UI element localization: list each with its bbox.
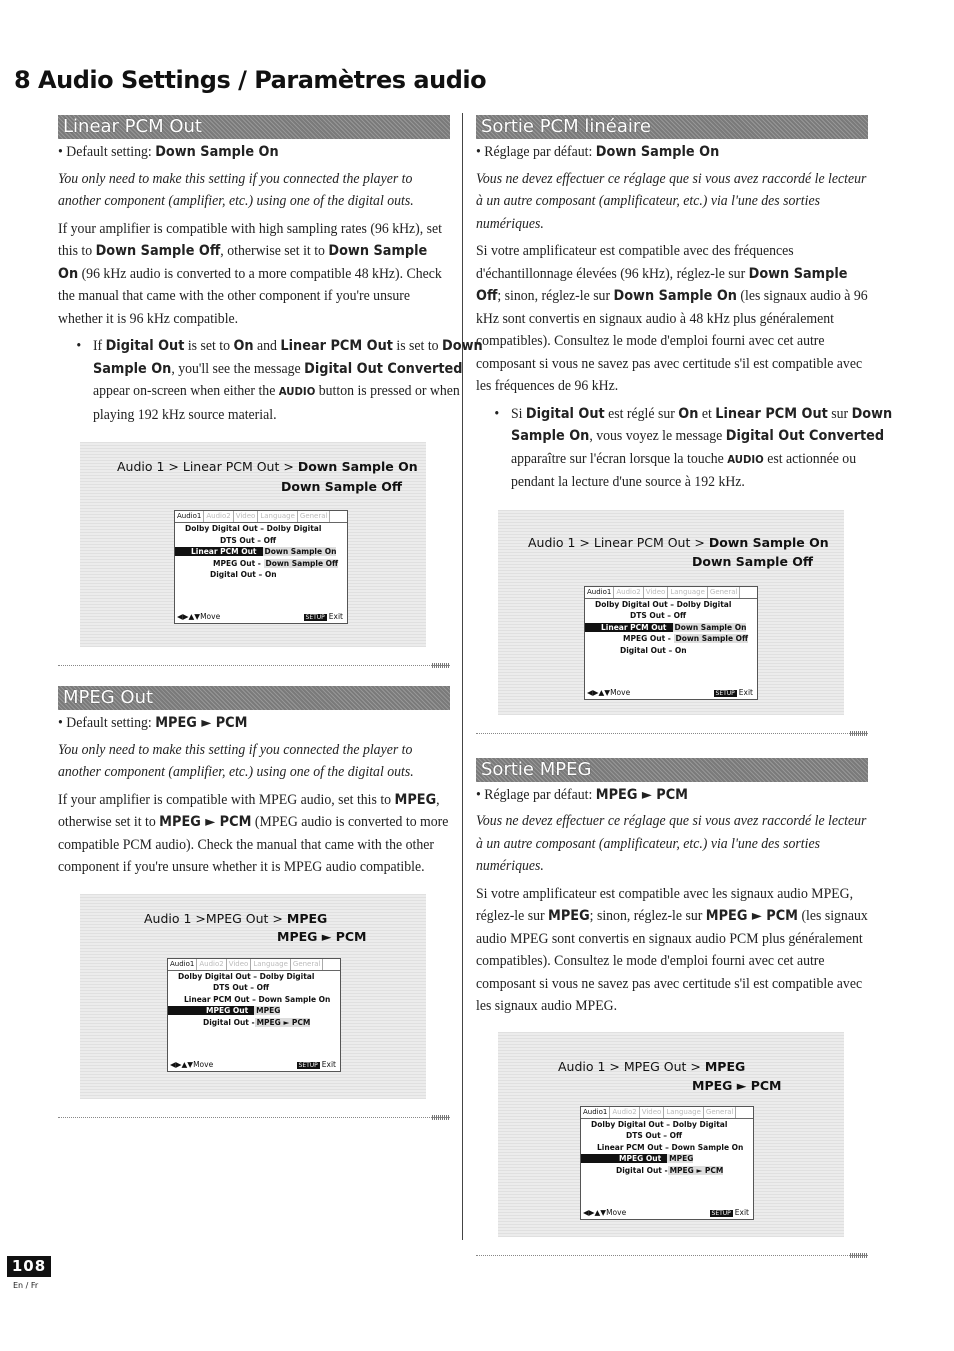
italic-note: You only need to make this setting if you connected the player to another component (amplifier, etc.) using one of the digital outs. <box>58 170 414 209</box>
body-text: Si votre amplificateur est compatible avec les signaux audio MPEG, réglez-le sur MPEG; sinon, réglez-le sur MPEG ► PCM (les signaux audio MPEG sont convertis en signaux audio PCM plus généralement compatibles). Consultez le mode d'emploi fourni avec cet autre composant si vous ne savez pas avec certitude s'il est compatible avec les signaux audio MPEG. <box>476 885 868 1014</box>
menu-option: Down Sample Off <box>281 479 403 494</box>
section-rule <box>476 1255 868 1257</box>
screenshot-sortie-pcm <box>498 510 844 715</box>
menu-path: Audio 1 > Linear PCM Out > Down Sample On <box>528 534 829 550</box>
screenshot-linear-pcm <box>80 442 426 647</box>
menu-path: Audio 1 > Linear PCM Out > Down Sample On <box>117 459 418 474</box>
section-rule <box>58 665 450 667</box>
right-column <box>476 115 893 1257</box>
section-heading-linear-pcm: Linear PCM Out <box>58 115 450 139</box>
section-heading-sortie-mpeg: Sortie MPEG <box>476 758 868 782</box>
page-number: 108 <box>7 1256 51 1277</box>
column-divider <box>462 113 463 1240</box>
osd-menu: Audio1 Audio2 Video Language General Dolby Digital Out – Dolby Digital DTS Out – Off Linear PCM Out – Down Sample On MPEG Out MPEG Digital Out - MPEG ► PCM ◀▶▲▼Move SETUP Exit <box>167 958 341 1072</box>
menu-option: MPEG ► PCM <box>692 1077 782 1093</box>
menu-option: Down Sample Off <box>692 553 814 569</box>
menu-path: Audio 1 >MPEG Out > MPEG <box>144 910 328 926</box>
default-setting: • Réglage par défaut: Down Sample On <box>476 144 720 160</box>
italic-note: You only need to make this setting if you connected the player to another component (amplifier, etc.) using one of the digital outs. <box>58 741 414 780</box>
osd-menu: Audio1 Audio2 Video Language General Dolby Digital Out – Dolby Digital DTS Out – Off Linear PCM Out – Down Sample On MPEG Out MPEG Digital Out - MPEG ► PCM ◀▶▲▼Move SETUP Exit <box>580 1106 754 1220</box>
left-column <box>58 115 483 1119</box>
screenshot-sortie-mpeg <box>498 1032 844 1237</box>
menu-path: Audio 1 > MPEG Out > MPEG <box>558 1058 746 1074</box>
default-setting: • Réglage par défaut: MPEG ► PCM <box>476 786 689 803</box>
body-text: Si votre amplificateur est compatible avec des fréquences d'échantillonnage élevées (96 kHz), réglez-le sur Down Sample Off; sinon, réglez-le sur Down Sample On (les signaux audio à 96 kHz sont convertis en signaux audio à 48 kHz plus généralement compatibles). Consultez le mode d'emploi fourni avec cet autre composant si vous ne savez pas avec certitude s'il est compatible avec les fréquences de 96 kHz. <box>476 243 868 394</box>
italic-note: Vous ne devez effectuer ce réglage que si vous avez raccordé le lecteur à un autre composant (amplificateur, etc.) via l'une des sorties numériques. <box>476 170 867 232</box>
section-heading-mpeg: MPEG Out <box>58 686 450 710</box>
screenshot-mpeg <box>80 894 426 1099</box>
default-setting: • Default setting: Down Sample On <box>58 144 279 160</box>
osd-menu: Audio1 Audio2 Video Language General Dolby Digital Out – Dolby Digital DTS Out – Off Linear PCM Out Down Sample On MPEG Out - Down Sample Off Digital Out – On ◀▶▲▼Move SETUP Exit <box>174 510 348 624</box>
section-rule <box>476 733 868 735</box>
body-text: If your amplifier is compatible with MPEG audio, set this to MPEG, otherwise set it to MPEG ► PCM (MPEG audio is converted to more compatible PCM audio). Check the manual that came with the other component if you're unsure whether it is MPEG audio compatible. <box>58 791 449 875</box>
language-label: En / Fr <box>13 1281 39 1290</box>
italic-note: Vous ne devez effectuer ce réglage que si vous avez raccordé le lecteur à un autre composant (amplificateur, etc.) via l'une des sorties numériques. <box>476 813 867 874</box>
osd-menu: Audio1 Audio2 Video Language General Dolby Digital Out – Dolby Digital DTS Out – Off Linear PCM Out Down Sample On MPEG Out - Down Sample Off Digital Out – On ◀▶▲▼Move SETUP Exit <box>584 586 758 700</box>
page-title: 8 Audio Settings / Paramètres audio <box>14 66 487 94</box>
default-setting: • Default setting: MPEG ► PCM <box>58 715 248 731</box>
section-rule <box>58 1117 450 1119</box>
bullet-note: • Si Digital Out est réglé sur On et Linear PCM Out sur Down Sample On, vous voyez le message Digital Out Converted apparaître sur l'écran lorsque la touche AUDIO est actionnée ou pendant la lecture d'une source à 192 kHz. <box>494 405 893 490</box>
menu-option: MPEG ► PCM <box>277 928 367 944</box>
bullet-note: • If Digital Out is set to On and Linear PCM Out is set to Down Sample On, you'll see the message Digital Out Converted appear on-screen when either the AUDIO button is pressed or when playing 192 kHz source material. <box>76 338 483 423</box>
body-text: If your amplifier is compatible with high sampling rates (96 kHz), set this to Down Sample Off, otherwise set it to Down Sample On (96 kHz audio is converted to a more compatible 48 kHz). Check the manual that came with the other component if you're unsure whether it is 96 kHz compatible. <box>58 220 443 327</box>
section-heading-sortie-pcm: Sortie PCM linéaire <box>476 115 868 139</box>
